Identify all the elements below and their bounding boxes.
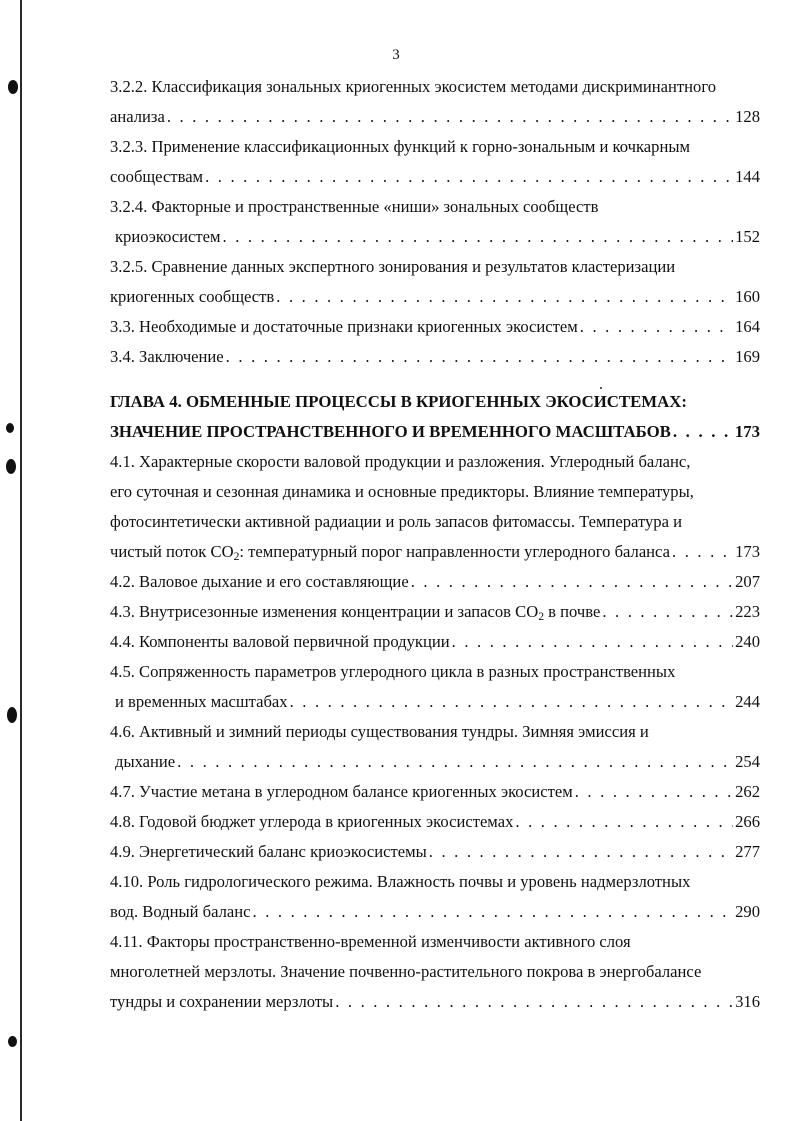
- toc-entry-title: и временных масштабах: [115, 692, 288, 711]
- toc-entry-title: 4.9. Энергетический баланс криоэкосистемы: [110, 842, 427, 861]
- toc-entry-4-6-line1: 4.6. Активный и зимний периоды существования тундры. Зимняя эмиссия и: [110, 722, 649, 741]
- toc-page-number: 254: [735, 752, 760, 771]
- toc-entry-title-part: в почве: [544, 602, 601, 621]
- toc-entry-4-11-line2: многолетней мерзлоты. Значение почвенно-растительного покрова в энергобалансе: [110, 962, 702, 981]
- toc-page-number: 173: [735, 542, 760, 561]
- dot-leader: [411, 567, 733, 597]
- toc-entry-3-2-4-line1: 3.2.4. Факторные и пространственные «ниши» зональных сообществ: [110, 197, 599, 216]
- toc-entry-title: 3.3. Необходимые и достаточные признаки криогенных экосистем: [110, 317, 578, 336]
- toc-entry-title: криогенных сообществ: [110, 287, 275, 306]
- toc-entry-title: сообществам: [110, 167, 204, 186]
- chapter-spacer: [110, 372, 760, 387]
- toc-entry-title-part: чистый поток CO: [110, 542, 234, 561]
- toc-entry-3-4[interactable]: [110, 342, 760, 372]
- dot-leader: [429, 837, 733, 867]
- toc-page-number: 160: [735, 287, 760, 306]
- chapter-4-heading-line2[interactable]: [110, 417, 760, 447]
- toc-entry-title: 4.7. Участие метана в углеродном балансе криогенных экосистем: [110, 782, 573, 801]
- toc-entry-4-5-line1: 4.5. Сопряженность параметров углеродного цикла в разных пространственных: [110, 662, 676, 681]
- punch-hole-mark: [6, 423, 14, 433]
- toc-page-number: 128: [735, 107, 760, 126]
- toc-entry-title: 4.2. Валовое дыхание и его составляющие: [110, 572, 409, 591]
- toc-entry-title: анализа: [110, 107, 165, 126]
- toc-entry-4-2[interactable]: [110, 567, 760, 597]
- dot-leader: [575, 777, 733, 807]
- toc-entry-4-6-line2[interactable]: [110, 747, 760, 777]
- page-number: 3: [392, 47, 400, 63]
- toc-entry-3-2-3-line1: 3.2.3. Применение классификационных функций к горно-зональным и кочкарным: [110, 137, 690, 156]
- toc-entry-4-11-line3[interactable]: [110, 987, 760, 1017]
- dot-leader: [226, 342, 733, 372]
- toc-page-number: 277: [735, 842, 760, 861]
- toc-entry-title: 4.4. Компоненты валовой первичной продукции: [110, 632, 450, 651]
- dot-leader: [290, 687, 734, 717]
- dot-leader: [276, 282, 733, 312]
- toc-entry-4-1-line2: его суточная и сезонная динамика и основные предикторы. Влияние температуры,: [110, 482, 694, 501]
- punch-hole-mark: [6, 459, 16, 474]
- dot-leader: [580, 312, 733, 342]
- toc-page-number: 223: [735, 602, 760, 621]
- toc-entry-4-1-line1: 4.1. Характерные скорости валовой продукции и разложения. Углеродный баланс,: [110, 452, 691, 471]
- dot-leader: [223, 222, 734, 252]
- toc-entry-4-11-line1: 4.11. Факторы пространственно-временной изменчивости активного слоя: [110, 932, 631, 951]
- dot-leader: [167, 102, 733, 132]
- toc-entry-title: дыхание: [115, 752, 176, 771]
- toc-entry-3-2-2-line1: 3.2.2. Классификация зональных криогенных экосистем методами дискриминантного: [110, 77, 717, 96]
- toc-page-number: 164: [735, 317, 760, 336]
- toc-page-number: 207: [735, 572, 760, 591]
- toc-entry-4-5-line2[interactable]: [110, 687, 760, 717]
- toc-entry-title: 3.4. Заключение: [110, 347, 224, 366]
- toc-entry-title: [110, 537, 670, 567]
- binder-edge-line: [20, 0, 22, 1121]
- subscript-two: 2: [538, 610, 544, 623]
- toc-entry-4-1-line3: фотосинтетически активной радиации и роль запасов фитомассы. Температура и: [110, 512, 682, 531]
- punch-hole-mark: [8, 80, 18, 94]
- toc-entry-4-10-line1: 4.10. Роль гидрологического режима. Влажность почвы и уровень надмерзлотных: [110, 872, 691, 891]
- dot-leader: [515, 807, 733, 837]
- toc-entry-title-part: : температурный порог направленности углеродного баланса: [239, 542, 670, 561]
- toc-entry-title: криоэкосистем: [115, 227, 221, 246]
- dot-leader: [673, 417, 733, 447]
- toc-entry-3-2-5-line1: 3.2.5. Сравнение данных экспертного зонирования и результатов кластеризации: [110, 257, 676, 276]
- toc-entry-4-4[interactable]: [110, 627, 760, 657]
- toc-entry-3-3[interactable]: [110, 312, 760, 342]
- toc-entry-4-10-line2[interactable]: [110, 897, 760, 927]
- dot-leader: [253, 897, 734, 927]
- toc-page-number: 290: [735, 902, 760, 921]
- toc-entry-4-7[interactable]: [110, 777, 760, 807]
- dot-leader: [452, 627, 733, 657]
- toc-entry-title: [110, 597, 600, 627]
- toc-page-number: 266: [735, 812, 760, 831]
- punch-hole-mark: [8, 1036, 17, 1047]
- toc-entry-title: вод. Водный баланс: [110, 902, 251, 921]
- toc-entry-3-2-2-line2[interactable]: [110, 102, 760, 132]
- dot-leader: [177, 747, 733, 777]
- toc-entry-4-9[interactable]: [110, 837, 760, 867]
- toc-entry-3-2-4-line2[interactable]: [110, 222, 760, 252]
- toc-page-number: 244: [735, 692, 760, 711]
- toc-page-number: 316: [735, 992, 760, 1011]
- chapter-4-heading-line1: ГЛАВА 4. ОБМЕННЫЕ ПРОЦЕССЫ В КРИОГЕННЫХ ЭКОСИСТЕМАХ:: [110, 392, 687, 411]
- table-of-contents: [110, 72, 760, 1017]
- toc-page-number: 169: [735, 347, 760, 366]
- toc-entry-4-1-line4[interactable]: [110, 537, 760, 567]
- toc-entry-title: 4.8. Годовой бюджет углерода в криогенных экосистемах: [110, 812, 514, 831]
- toc-entry-4-3[interactable]: [110, 597, 760, 627]
- subscript-two: 2: [233, 550, 240, 563]
- toc-page-number: 262: [735, 782, 760, 801]
- punch-hole-mark: [7, 707, 17, 723]
- toc-page-number: 173: [734, 422, 760, 441]
- toc-entry-3-2-5-line2[interactable]: [110, 282, 760, 312]
- toc-entry-title: тундры и сохранении мерзлоты: [110, 992, 334, 1011]
- dot-leader: [602, 597, 733, 627]
- toc-entry-title-part: 4.3. Внутрисезонные изменения концентрации и запасов CO: [110, 602, 539, 621]
- dot-leader: [205, 162, 733, 192]
- toc-entry-4-8[interactable]: [110, 807, 760, 837]
- chapter-title: ЗНАЧЕНИЕ ПРОСТРАНСТВЕННОГО И ВРЕМЕННОГО МАСШТАБОВ: [110, 422, 671, 441]
- dot-leader: [335, 987, 733, 1017]
- toc-page-number: 240: [735, 632, 760, 651]
- dot-leader: [672, 537, 733, 567]
- toc-page-number: 144: [735, 167, 760, 186]
- toc-page-number: 152: [735, 227, 760, 246]
- toc-entry-3-2-3-line2[interactable]: [110, 162, 760, 192]
